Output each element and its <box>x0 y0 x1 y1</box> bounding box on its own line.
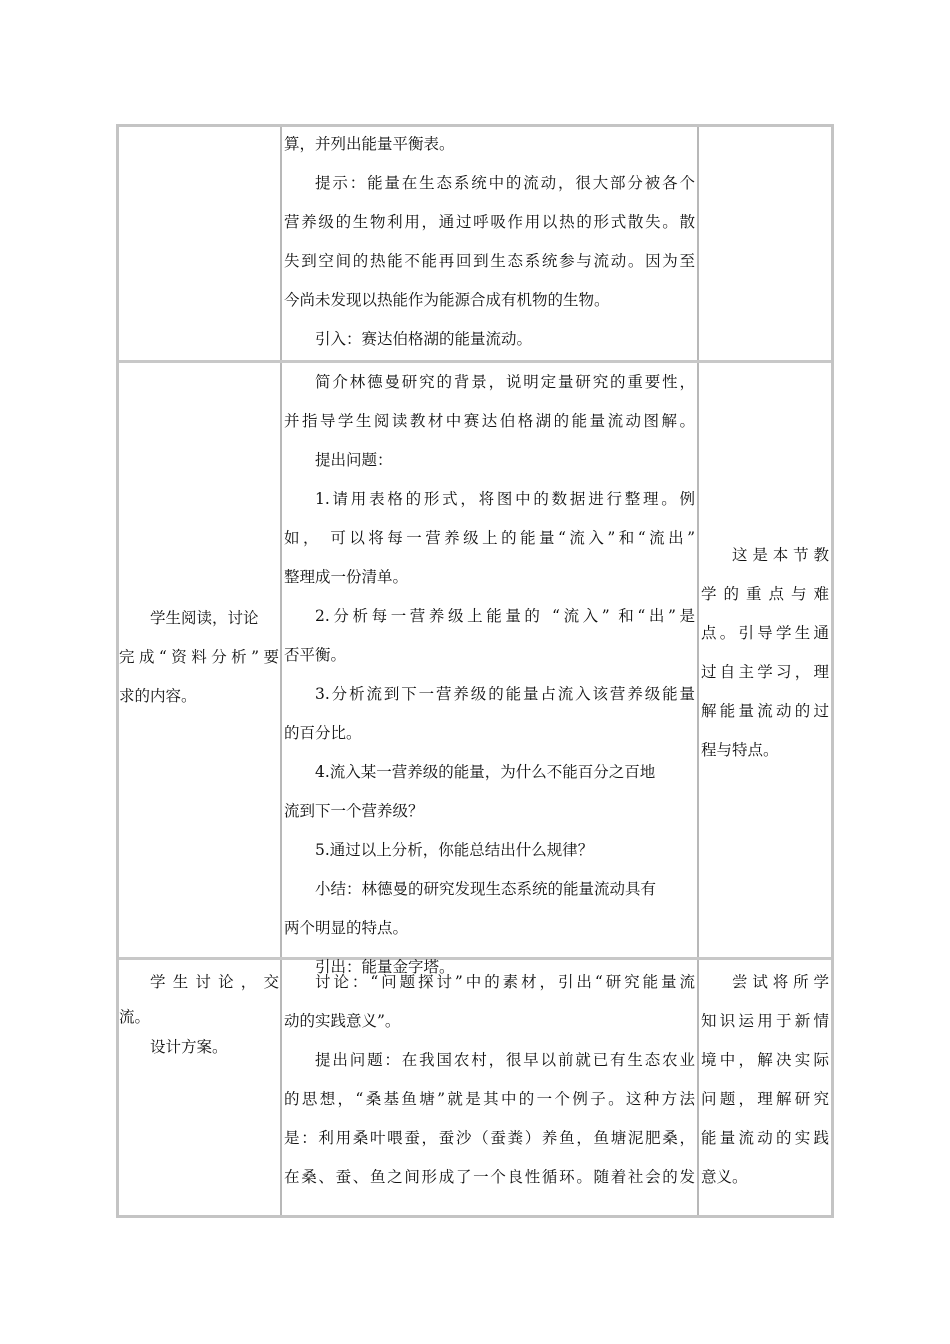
text-line: 否平衡。 <box>284 646 347 664</box>
text-line: 问题，理解研究 <box>701 1090 829 1108</box>
text-line: 并指导学生阅读教材中赛达伯格湖的能量流动图解。 <box>284 412 695 430</box>
row3-left-cell <box>119 963 279 1062</box>
row3-right-cell <box>701 963 829 1197</box>
text-line: 境中，解决实际 <box>701 1051 829 1069</box>
text-line: 能量流动的实践 <box>701 1129 829 1147</box>
text-line: 学生阅读，讨论 <box>150 609 259 627</box>
text-line: 2.分析每一营养级上能量的 “流入” 和“出”是 <box>315 607 695 625</box>
text-line: 算，并列出能量平衡表。 <box>284 135 455 153</box>
text-line: 营养级的生物利用，通过呼吸作用以热的形式散失。散 <box>284 213 695 231</box>
text-line: 尝试将所学 <box>732 973 829 991</box>
text-line: 这是本节教 <box>732 546 829 564</box>
text-line: 4.流入某一营养级的能量，为什么不能百分之百地 <box>315 763 656 781</box>
text-line: 学的重点与难 <box>701 585 829 603</box>
row1-middle-cell <box>284 125 695 359</box>
text-line: 动的实践意义”。 <box>284 1012 401 1030</box>
text-line: 整理成一份清单。 <box>284 568 409 586</box>
text-line: 设计方案。 <box>150 1038 228 1056</box>
text-line: 过自主学习，理 <box>701 663 829 681</box>
text-line: 提示：能量在生态系统中的流动，很大部分被各个 <box>315 174 695 192</box>
row2-left-cell <box>119 599 279 716</box>
row2-middle-cell <box>284 363 695 987</box>
text-line: 程与特点。 <box>701 741 779 759</box>
text-line: 失到空间的热能不能再回到生态系统参与流动。因为至 <box>284 252 695 270</box>
text-line: 意义。 <box>701 1168 748 1186</box>
text-line: 求的内容。 <box>119 687 197 705</box>
text-line: 引出：能量金字塔。 <box>315 958 455 976</box>
text-line: 在桑、蚕、鱼之间形成了一个良性循环。随着社会的发 <box>284 1168 695 1186</box>
text-line: 1.请用表格的形式，将图中的数据进行整理。例 <box>315 490 695 508</box>
text-line: 两个明显的特点。 <box>284 919 409 937</box>
text-line: 知识运用于新情 <box>701 1012 829 1030</box>
column-divider-right <box>697 127 699 1215</box>
text-line: 3.分析流到下一营养级的能量占流入该营养级能量 <box>315 685 695 703</box>
text-line: 简介林德曼研究的背景，说明定量研究的重要性， <box>315 373 695 391</box>
text-line: 提出问题：在我国农村，很早以前就已有生态农业 <box>315 1051 695 1069</box>
text-line: 的思想，“桑基鱼塘”就是其中的一个例子。这种方法 <box>284 1090 695 1108</box>
text-line: 引入：赛达伯格湖的能量流动。 <box>315 330 533 348</box>
text-line: 今尚未发现以热能作为能源合成有机物的生物。 <box>284 291 610 309</box>
text-line: 是：利用桑叶喂蚕，蚕沙（蚕粪）养鱼，鱼塘泥肥桑， <box>284 1129 695 1147</box>
text-line: 提出问题： <box>315 451 393 469</box>
text-line: 解能量流动的过 <box>701 702 829 720</box>
column-divider-left <box>280 127 282 1215</box>
text-line: 学生讨论，交 <box>150 973 279 991</box>
text-line: 5.通过以上分析，你能总结出什么规律？ <box>315 841 594 859</box>
text-line: 流。 <box>119 1008 151 1026</box>
text-line: 点。引导学生通 <box>701 624 829 642</box>
text-line: 的百分比。 <box>284 724 362 742</box>
text-line: 如， 可以将每一营养级上的能量“流入”和“流出” <box>284 529 695 547</box>
row2-right-cell <box>701 536 829 770</box>
text-line: 讨论：“问题探讨”中的素材，引出“研究能量流 <box>315 973 695 991</box>
text-line: 完成“资料分析”要 <box>119 648 279 666</box>
text-line: 流到下一个营养级？ <box>284 802 424 820</box>
row3-middle-cell <box>284 963 695 1197</box>
text-line: 小结：林德曼的研究发现生态系统的能量流动具有 <box>315 880 657 898</box>
